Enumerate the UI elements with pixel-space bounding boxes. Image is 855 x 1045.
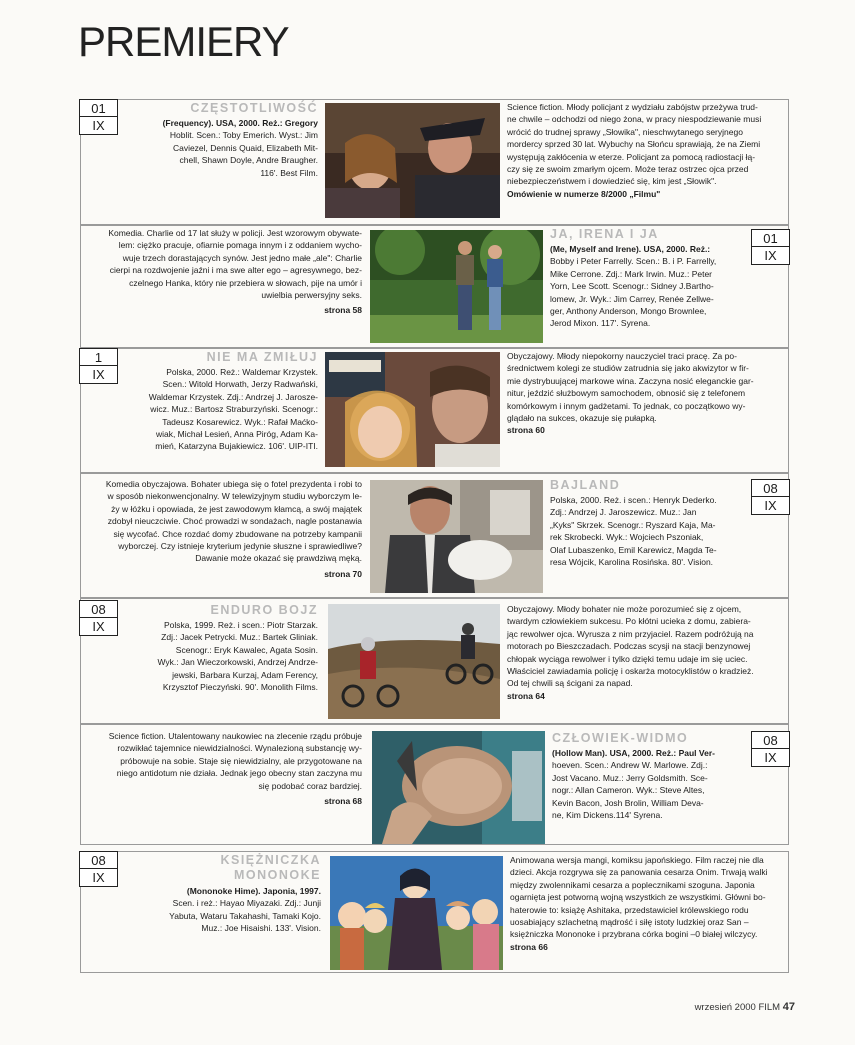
page-reference: Omówienie w numerze 8/2000 „Filmu": [507, 188, 661, 199]
page-reference: strona 64: [507, 690, 545, 701]
page-reference: strona 70: [324, 568, 362, 579]
release-day: 1: [80, 349, 117, 366]
release-month: IX: [92, 870, 105, 885]
date-badge: [751, 229, 790, 265]
page-title: PREMIERY: [78, 18, 289, 65]
issue-label: wrzesień 2000 FILM: [694, 1002, 781, 1013]
release-month: IX: [764, 248, 777, 263]
release-month: IX: [92, 118, 105, 133]
credit-line: chell, Shawn Doyle, Andre Braugher.: [179, 155, 318, 166]
film-synopsis: Science fiction. Młody policjant z wydziału zabójstw przeżywa trud- ne chwile – odchodzi od niego żona, w pracy niespodziewanie musi wrócić do trudnej sprawy „Słowika", nieschwytanego seryjnego mordercy sprzed 30 lat. Wybuchy na Słońcu sprawiają, że na Ziemi występują zakłócenia w eterze. Policjant za pomocą radiostacji łą- czy się ze swoim zmarłym ojcem. Może teraz ostrzec ojca przed niebezpieczeństwem i dowiedzieć się, kim jest „Słowik". Omówienie w numerze 8/2000 „Filmu": [507, 101, 787, 200]
page-number: 47: [782, 1001, 795, 1013]
date-badge: [751, 479, 790, 515]
credit-line: 116'. Best Film.: [260, 167, 318, 178]
film-title: JA, IRENA I JA: [550, 227, 659, 241]
film-title: NIE MA ZMIŁUJ: [206, 350, 318, 364]
release-month: IX: [92, 619, 105, 634]
page-reference: strona 60: [507, 425, 545, 436]
release-day: 01: [752, 230, 789, 247]
release-month: IX: [764, 750, 777, 765]
film-synopsis: Animowana wersja mangi, komiksu japońskiego. Film raczej nie dla dzieci. Akcja rozgrywa się za panowania cesarza Onim. Trwają walki między zwolennikami cesarza a poplecznikami szoguna. Japonia ogarnięta jest potworną wojną wszystkich ze wszystkimi. Główni bo- haterowie to: książę Ashitaka, przedstawiciel królewskiego rodu uosabiający szlachetną mądrość i siłę istoty ludzkiej oraz San – księżniczka Mononoke i przybrana córka bogini –0 białej wilczycy. strona 66: [510, 854, 788, 953]
film-credits: (Me, Myself and Irene). USA, 2000. Reż.: Bobby i Peter Farrelly. Scen.: B. i P. Farrelly, Mike Cerrone. Zdj.: Mark Irwin. Muz.: Peter Yorn, Lee Scott. Scenogr.: Sidney J.Bartho- lomew, Jr. Wyk.: Jim Carrey, Renée Zellwe- ger, Anthony Anderson, Mongo Brownlee, Jerod Mixon. 117'. Syrena.: [550, 244, 717, 329]
film-synopsis: Komedia. Charlie od 17 lat służy w policji. Jest wzorowym obywate- lem: ciężko pracuje, ofiarnie pomaga innym i z oddaniem wycho- wuje trzech dorastających synów. Jest jedno małe „ale": Charlie cierpi na rozdwojenie jaźni i ma swe alter ego – agresywnego, bez- czelnego Hanka, który nie przebiera w słowach, pije na umór i uwielbia perwersyjny seks. strona 58: [77, 227, 362, 317]
release-day: 08: [752, 732, 789, 749]
film-synopsis: Komedia obyczajowa. Bohater ubiega się o fotel prezydenta i robi to w sposób niekonwencjonalny. W telewizyjnym studiu wyborczym le- ży w łóżku i opowiada, że jest zawodowym kłamcą, a swój majątek zdobył nieuczciwie. Choć prowadzi w sondażach, nagle postanawia się wycofać. Chce rozdać domy zbudowane na potrzeby kampanii wyborczej. Czy istnieje kryterium jedynie słuszne i sprawiedliwe? Dawanie może okazać się prawdziwą męką. strona 70: [77, 478, 362, 580]
film-title: ENDURO BOJZ: [210, 603, 318, 617]
film-title: BAJLAND: [550, 478, 621, 492]
release-day: 08: [752, 480, 789, 497]
release-day: 08: [80, 601, 117, 618]
page-reference: strona 68: [324, 796, 362, 807]
film-still-mononoke: [330, 856, 503, 970]
page-reference: strona 66: [510, 941, 548, 952]
film-credits: (Mononoke Hime). Japonia, 1997. Scen. i reż.: Hayao Miyazaki. Zdj.: Junji Yabuta, Wataru Takahashi, Tamaki Kojo. Muz.: Joe Hisaishi. 133'. Vision.: [169, 886, 321, 934]
film-title: CZĘSTOTLIWOŚĆ: [190, 101, 318, 115]
film-title: KSIĘŻNICZKA MONONOKE: [220, 853, 321, 882]
film-credits: Polska, 1999. Reż. i scen.: Piotr Starzak. Zdj.: Jacek Petrycki. Muz.: Bartek Gliniak. Scenogr.: Eryk Kawalec, Agata Sosin. Wyk.: Jan Wieczorkowski, Andrzej Andrze- jewski, Barbara Kurzaj, Adam Ferency, Krzysztof Pieczyński. 90'. Monolith Films.: [157, 620, 318, 693]
release-day: 08: [80, 852, 117, 869]
film-still-enduro-bojz: [328, 604, 500, 719]
film-still-nie-ma-zmiluj: [325, 352, 500, 467]
release-day: 01: [80, 100, 117, 117]
credit-line: Hoblit. Scen.: Toby Emerich. Wyst.: Jim: [169, 130, 318, 141]
film-credits: Polska, 2000. Reż.: Waldemar Krzystek. Scen.: Witold Horwath, Jerzy Radwański, Waldemar Krzystek. Zdj.: Andrzej J. Jarosze- wicz. Muz.: Bartosz Straburzyński. Scenogr.: Tadeusz Kosarewicz. Wyk.: Rafał Maćko- wiak, Michał Lesień, Anna Piróg, Adam Ka- mień, Katarzyna Bujakiewicz. 106'. UIP-ITI.: [148, 367, 318, 452]
film-credits: Polska, 2000. Reż. i scen.: Henryk Dederko. Zdj.: Andrzej J. Jaroszewicz. Muz.: Jan „Kyks" Skrzek. Scenogr.: Ryszard Kaja, Ma- rek Skrobecki. Wyk.: Wojciech Pszoniak, Olaf Lubaszenko, Emil Karewicz, Magda Te- resa Wójcik, Karolina Rosińska. 80'. Vision.: [550, 495, 717, 568]
film-still-hollow-man: [372, 731, 545, 844]
film-still-me-myself-irene: [370, 230, 543, 343]
film-title: CZŁOWIEK-WIDMO: [552, 731, 689, 745]
film-credits: [98, 117, 318, 179]
film-synopsis: Obyczajowy. Młody niepokorny nauczyciel traci pracę. Za po- średnictwem kolegi ze studiów zatrudnia się jako akwizytor w fir- mie dystrybuującej markowe wina. Zaczyna nosić eleganckie gar- nitur, jeździć służbowym samochodem, obnosić się z telefonem komórkowym i innym gadżetami. To jednak, co początkowo wy- glądało na sukces, okazuje się pułapką. strona 60: [507, 350, 787, 437]
date-badge: [79, 851, 118, 887]
page-reference: strona 58: [324, 305, 362, 316]
credit-line: Caviezel, Dennis Quaid, Elizabeth Mit-: [172, 142, 318, 153]
date-badge: [751, 731, 790, 767]
credit-line: (Frequency). USA, 2000. Reż.: Gregory: [162, 118, 318, 128]
release-month: IX: [764, 498, 777, 513]
film-credits: (Hollow Man). USA, 2000. Reż.: Paul Ver- hoeven. Scen.: Andrew W. Marlowe. Zdj.: Jost Vacano. Muz.: Jerry Goldsmith. Sce- nogr.: Allan Cameron. Wyk.: Steve Altes, Kevin Bacon, Josh Brolin, William Deva- ne, Kim Dickens.114' Syrena.: [552, 748, 715, 821]
film-still-bajland: [370, 480, 543, 593]
release-month: IX: [92, 367, 105, 382]
film-synopsis: Obyczajowy. Młody bohater nie może porozumieć się z ojcem, twardym człowiekiem sukcesu. Po kłótni ucieka z domu, zabiera- jąc rewolwer ojca. Wyrusza z nim przyjaciel. Razem podróżują na motorach po Bieszczadach. Podczas scysji na stacji benzynowej chłopak wyciąga rewolwer i tylko dzięki temu udaje im się uciec. Właściciel zawiadamia policję i oskarża motocyklistów o kradzież. Od tej chwili są ścigani za napad. strona 64: [507, 603, 787, 702]
film-synopsis: Science fiction. Utalentowany naukowiec na zlecenie rządu próbuje rozwikłać tajemnice niewidzialności. Wynalezioną substancję wy- próbowuje na sobie. Staje się niewidzialny, ale przygotowane na niego antidotum nie działa. Jednak jego obecny stan zaczyna mu się podobać coraz bardziej. strona 68: [77, 730, 362, 807]
page-footer: [695, 1001, 795, 1013]
film-still-frequency: [325, 103, 500, 218]
